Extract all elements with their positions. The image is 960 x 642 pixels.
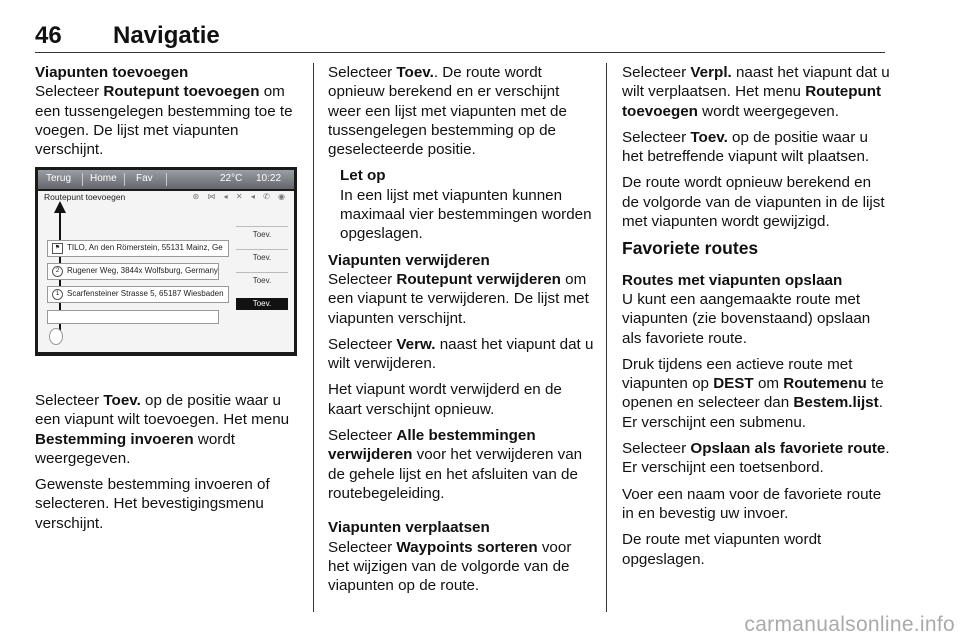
destination-icon [49, 328, 63, 345]
heading-delete-waypoints: Viapunten verwijderen [328, 251, 490, 269]
waypoint-icon: 1 [52, 289, 63, 300]
note-text: In een lijst met viapunten kunnen maximaal vier bestemmingen worden opgeslagen. [340, 186, 592, 243]
paragraph-save-4: Voer een naam voor de favoriete route in en bevestig uw invoer. [622, 485, 882, 522]
waypoint-row-1: ⚑ TILO, An den Römerstein, 55131 Mainz, Ge [47, 240, 229, 257]
toev-1: Toev. [252, 230, 272, 239]
toev-2: Toev. [252, 253, 272, 262]
paragraph-delete-1: Selecteer Routepunt verwijderen om een viapunt te verwijderen. De lijst met viapunten verschijnt. [328, 270, 589, 327]
page-header [35, 22, 885, 50]
toev-4-selected: Toev. [236, 298, 288, 310]
infotainment-screenshot [35, 167, 297, 356]
paragraph-save-5: De route met viapunten wordt opgeslagen. [622, 531, 822, 568]
note-box [340, 166, 594, 243]
note-title: Let op [340, 167, 386, 185]
screen-panel-title: Routepunt toevoegen [44, 192, 126, 202]
header-rule [35, 52, 885, 53]
paragraph-save-1: U kunt een aangemaakte route met viapunten (zie bovenstaand) opslaan als favoriete route. [622, 290, 871, 347]
page-number: 46 [35, 22, 62, 49]
paragraph-move-4: De route wordt opnieuw berekend en de volgorde van de viapunten in de lijst met viapunten wordt gewijzigd. [622, 174, 885, 231]
column-3 [622, 63, 890, 576]
paragraph-delete-3: Het viapunt wordt verwijderd en de kaart verschijnt opnieuw. [328, 381, 562, 418]
page-title: Navigatie [113, 22, 220, 49]
paragraph-add-3: Gewenste bestemming invoeren of selecteren. Het bevestigingsmenu verschijnt. [35, 476, 270, 532]
flag-icon: ⚑ [52, 243, 63, 254]
waypoint-row-2: 2 Rugener Weg, 3844x Wolfsburg, Germany [47, 263, 219, 280]
screen-panel [38, 191, 294, 352]
paragraph-save-3: Selecteer Opslaan als favoriete route. Er verschijnt een toetsenbord. [622, 440, 890, 477]
paragraph-move-3: Selecteer Toev. op de positie waar u het betreffende viapunt wilt plaatsen. [622, 128, 870, 166]
column-divider [606, 63, 607, 612]
paragraph-delete-2: Selecteer Verw. naast het viapunt dat u wilt verwijderen. [328, 335, 594, 373]
paragraph-save-2: Druk tijdens een actieve route met viapunten op DEST om Routemenu te openen en selecteer dan Bestem.lijst. Er verschijnt een submenu. [622, 355, 884, 431]
back-tab: Terug [46, 173, 72, 184]
toev-3: Toev. [252, 276, 272, 285]
watermark: carmanualsonline.info [744, 613, 955, 636]
temperature: 22°C [220, 173, 243, 184]
heading-add-waypoints: Viapunten toevoegen [35, 64, 189, 81]
paragraph-toev: Selecteer Toev.. De route wordt opnieuw berekend en er verschijnt weer een lijst met viapunten met de tussengelegen bestemming op de geselecteerde positie. [328, 64, 567, 159]
heading-move-waypoints: Viapunten verplaatsen [328, 519, 490, 537]
status-icons: ⊛ ⋈ ◂ ✕ ◂ ✆ ◉ [192, 192, 288, 201]
fav-tab: Fav [136, 173, 153, 184]
heading-save-routes: Routes met viapunten opslaan [622, 271, 843, 289]
screen-topbar [38, 170, 294, 189]
column-divider [313, 63, 314, 612]
paragraph-add-1: Selecteer Routepunt toevoegen om een tussengelegen bestemming toe te voegen. De lijst met viapunten verschijnt. [35, 83, 293, 159]
paragraph-move-1: Selecteer Waypoints sorteren voor het wijzigen van de volgorde van de viapunten op de route. [328, 538, 572, 595]
column-1-lower [35, 391, 297, 540]
empty-row [47, 310, 219, 324]
paragraph-delete-4: Selecteer Alle bestemmingen verwijderen voor het verwijderen van de gehele lijst en het afsluiten van de routebegeleiding. [328, 427, 583, 502]
paragraph-add-2: Selecteer Toev. op de positie waar u een viapunt wilt toevoegen. Het menu Bestemming invoeren wordt weergegeven. [35, 392, 290, 467]
home-tab: Home [90, 173, 117, 184]
waypoint-icon: 2 [52, 266, 63, 277]
heading-favorite-routes: Favoriete routes [622, 238, 759, 259]
clock: 10:22 [256, 173, 282, 184]
waypoint-row-3: 1 Scarfensteiner Strasse 5, 65187 Wiesbaden [47, 286, 229, 303]
column-2 [328, 63, 594, 602]
column-1 [35, 63, 297, 166]
paragraph-move-2: Selecteer Verpl. naast het viapunt dat u wilt verplaatsen. Het menu Routepunt toevoegen wordt weergegeven. [622, 64, 890, 120]
